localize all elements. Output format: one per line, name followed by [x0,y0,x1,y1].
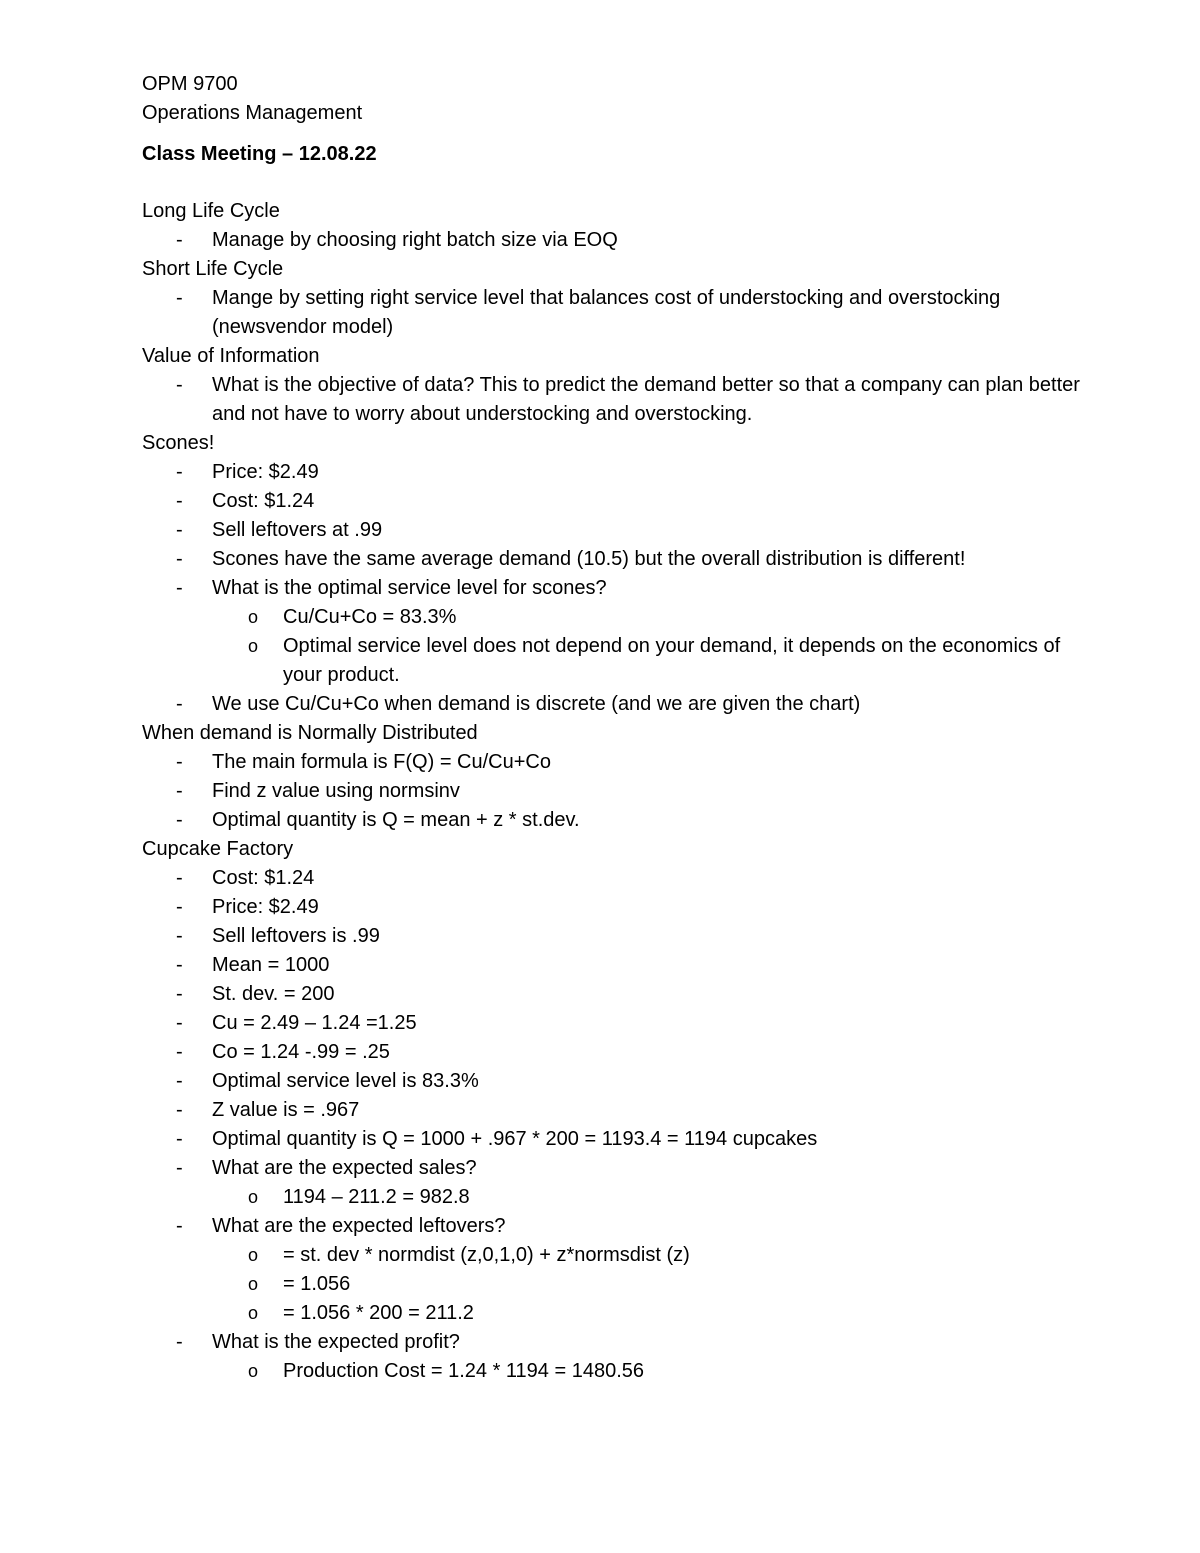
circle-bullet-icon: o [248,1361,259,1381]
list-item [142,458,1082,487]
sub-list-item-text: Production Cost = 1.24 * 1194 = 1480.56 [283,1360,645,1382]
sub-list-item [142,632,1082,690]
sub-list-item-text: 1194 – 211.2 = 982.8 [283,1186,470,1208]
dash-bullet-icon: - [176,1215,183,1237]
list-item-text: What is the objective of data? This to predict the demand better so that a company can plan better and not have to worry about understocking and overstocking. [212,374,1080,425]
section-heading: Short Life Cycle [142,258,284,280]
list-item [142,284,1082,342]
list-item-text: We use Cu/Cu+Co when demand is discrete (and we are given the chart) [212,693,861,715]
list-item-text: Price: $2.49 [212,896,319,918]
dash-bullet-icon: - [176,693,183,715]
list-item-text: Sell leftovers is .99 [212,925,380,947]
dash-bullet-icon: - [176,1128,183,1150]
list-item [142,574,1082,603]
list-item-text: What are the expected leftovers? [212,1215,506,1237]
list-item [142,1212,1082,1241]
dash-bullet-icon: - [176,287,183,309]
list-item [142,1328,1082,1357]
circle-bullet-icon: o [248,636,259,656]
section-heading: When demand is Normally Distributed [142,722,478,744]
list-item [142,1096,1082,1125]
list-item-text: Mange by setting right service level that balances cost of understocking and overstocking (newsvendor model) [212,287,1001,338]
section-heading: Cupcake Factory [142,838,294,860]
sub-list-item-text: Cu/Cu+Co = 83.3% [283,606,457,628]
list-item [142,1009,1082,1038]
list-item-text: Price: $2.49 [212,461,319,483]
list-item-text: Manage by choosing right batch size via EOQ [212,229,618,251]
list-item-text: Scones have the same average demand (10.5) but the overall distribution is different! [212,548,966,570]
sub-list-item [142,1299,1082,1328]
dash-bullet-icon: - [176,374,183,396]
sub-list-item [142,603,1082,632]
course-name: Operations Management [142,102,363,124]
dash-bullet-icon: - [176,1157,183,1179]
dash-bullet-icon: - [176,490,183,512]
list-item [142,980,1082,1009]
list-item [142,922,1082,951]
sub-list-item-text: Optimal service level does not depend on your demand, it depends on the economics of your product. [283,635,1061,686]
list-item [142,864,1082,893]
dash-bullet-icon: - [176,1331,183,1353]
dash-bullet-icon: - [176,925,183,947]
list-item-text: What are the expected sales? [212,1157,477,1179]
meeting-title: Class Meeting – 12.08.22 [142,143,377,165]
dash-bullet-icon: - [176,1099,183,1121]
dash-bullet-icon: - [176,983,183,1005]
list-item-text: Cost: $1.24 [212,490,315,512]
sub-list-item-text: = st. dev * normdist (z,0,1,0) + z*normsdist (z) [283,1244,690,1266]
circle-bullet-icon: o [248,1303,259,1323]
list-item [142,371,1082,429]
circle-bullet-icon: o [248,1187,259,1207]
list-item-text: Cu = 2.49 – 1.24 =1.25 [212,1012,417,1034]
list-item-text: Optimal quantity is Q = mean + z * st.dev. [212,809,580,831]
course-code: OPM 9700 [142,73,238,95]
dash-bullet-icon: - [176,1012,183,1034]
dash-bullet-icon: - [176,867,183,889]
sub-list-item-text: = 1.056 [283,1273,351,1295]
sub-list-item [142,1357,1082,1386]
circle-bullet-icon: o [248,607,259,627]
list-item-text: What is the optimal service level for scones? [212,577,607,599]
dash-bullet-icon: - [176,461,183,483]
list-item [142,893,1082,922]
dash-bullet-icon: - [176,229,183,251]
list-item [142,806,1082,835]
document-page [142,70,1082,1386]
list-item [142,748,1082,777]
list-item [142,226,1082,255]
list-item [142,1038,1082,1067]
list-item-text: Optimal quantity is Q = 1000 + .967 * 200 = 1193.4 = 1194 cupcakes [212,1128,818,1150]
dash-bullet-icon: - [176,519,183,541]
list-item [142,690,1082,719]
list-item [142,951,1082,980]
list-item-text: The main formula is F(Q) = Cu/Cu+Co [212,751,551,773]
section-heading: Value of Information [142,345,320,367]
list-item-text: Co = 1.24 -.99 = .25 [212,1041,390,1063]
dash-bullet-icon: - [176,751,183,773]
list-item-text: Cost: $1.24 [212,867,315,889]
circle-bullet-icon: o [248,1274,259,1294]
list-item-text: Mean = 1000 [212,954,330,976]
list-item-text: Sell leftovers at .99 [212,519,383,541]
dash-bullet-icon: - [176,896,183,918]
section-heading: Long Life Cycle [142,200,280,222]
dash-bullet-icon: - [176,548,183,570]
list-item-text: Optimal service level is 83.3% [212,1070,479,1092]
sub-list-item [142,1183,1082,1212]
circle-bullet-icon: o [248,1245,259,1265]
sub-list-item [142,1270,1082,1299]
list-item-text: St. dev. = 200 [212,983,335,1005]
dash-bullet-icon: - [176,954,183,976]
list-item [142,1154,1082,1183]
list-item [142,487,1082,516]
list-item [142,516,1082,545]
list-item [142,777,1082,806]
dash-bullet-icon: - [176,780,183,802]
notes-body [142,197,1082,1386]
dash-bullet-icon: - [176,809,183,831]
sub-list-item-text: = 1.056 * 200 = 211.2 [283,1302,474,1324]
list-item-text: What is the expected profit? [212,1331,460,1353]
sub-list-item [142,1241,1082,1270]
dash-bullet-icon: - [176,577,183,599]
dash-bullet-icon: - [176,1070,183,1092]
list-item [142,1125,1082,1154]
dash-bullet-icon: - [176,1041,183,1063]
list-item [142,545,1082,574]
list-item [142,1067,1082,1096]
list-item-text: Z value is = .967 [212,1099,360,1121]
list-item-text: Find z value using normsinv [212,780,460,802]
section-heading: Scones! [142,432,215,454]
